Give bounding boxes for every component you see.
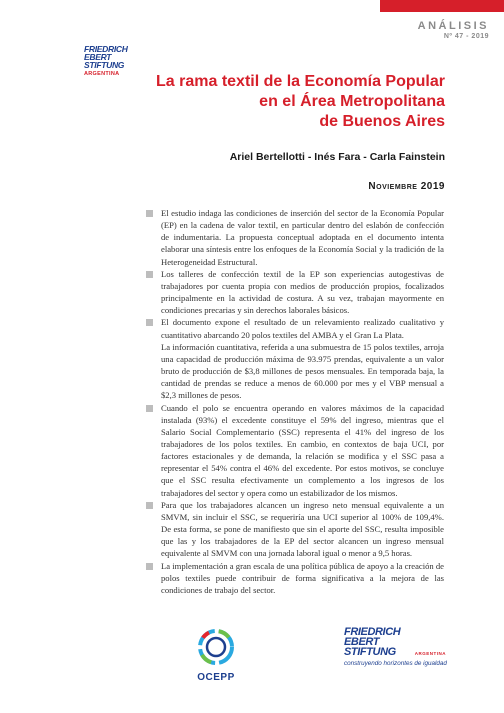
fes-logo-line: STIFTUNG [344,646,396,658]
fes-logo-line: FRIEDRICH [344,626,401,638]
bullet-square-icon [146,405,153,412]
logo-line: EBERT [84,52,112,62]
fes-logo-line: EBERT [344,636,380,648]
logo-line: STIFTUNG [84,60,125,70]
summary-item [146,560,444,596]
summary-item [146,268,444,317]
logo-line: FRIEDRICH [84,44,128,54]
ocepp-logo [188,627,244,683]
summary-paragraph: La implementación a gran escala de una política pública de apoyo a la creación de polos textiles puede contribuir de forma significativa a la mejora de las condiciones de trabajo del sector. [161,560,444,595]
ocepp-ring-icon [196,627,236,667]
summary-item [146,316,444,401]
fes-country: ARGENTINA [414,651,446,656]
summary-item [146,207,444,268]
bullet-square-icon [146,502,153,509]
summary-list [146,207,444,596]
summary-paragraph: La información cuantitativa, referida a una submuestra de 15 polos textiles, arroja una capacidad de producción máxima de 93.975 prendas, equivalente a un valor bruto de producción de $3,8 millones de pesos mensuales. En temporada baja, la cantidad de prendas se reduce a menos de 60.000 por mes y el VBP mensual a $2,3 millones de pesos. [161,341,444,401]
title-line: de Buenos Aires [319,113,445,130]
summary-paragraph: El estudio indaga las condiciones de inserción del sector de la Economía Popular (EP) en la cadena de valor textil, en particular dentro del eslabón de confección de indumentaria. La propuesta conceptual adoptada en el documento intenta elaborar una síntesis entre los enfoques de la Economía Social y la tradición de la Heterogeneidad Estructural. [161,208,444,267]
bullet-square-icon [146,563,153,570]
logo-country: ARGENTINA [84,71,120,77]
fes-logo-top [84,45,130,78]
ocepp-label: OCEPP [197,672,235,683]
summary-item [146,402,444,499]
document-title [150,72,445,132]
bullet-square-icon [146,271,153,278]
top-accent-bar [380,0,504,12]
summary-paragraph: Los talleres de confección textil de la EP son experiencias autogestivas de trabajadores por cuenta propia con medios de producción propios, focalizados principalmente en la actividad de costura. A su vez, trabajan mayormente en condiciones precarias y sin derechos laborales básicos. [161,268,444,316]
bullet-square-icon [146,210,153,217]
summary-paragraph: Para que los trabajadores alcancen un ingreso neto mensual equivalente a un SMVM, sin incluir el SSC, se requeriría una UCI superior al 100% de 109,4%. De esta forma, se pone de manifiesto que sin el aporte del SSC, resulta imposible que las y los trabajadores de la EP del sector alcancen un ingreso mensual equivalente al SMVM con una jornada laboral igual o menor a 9,5 horas. [161,499,444,559]
series-label: ANÁLISIS [417,20,489,32]
bullet-square-icon [146,319,153,326]
authors: Ariel Bertellotti - Inés Fara - Carla Fainstein [229,151,445,163]
fes-tagline: construyendo horizontes de igualdad [344,660,447,667]
title-line: La rama textil de la Economía Popular [156,73,445,90]
publication-header [418,20,489,40]
publication-date: Noviembre 2019 [368,181,445,192]
summary-paragraph: El documento expone el resultado de un relevamiento realizado cualitativo y cuantitativo abarcando 20 polos textiles del AMBA y el Gran La Plata. [161,317,444,340]
summary-paragraph: Cuando el polo se encuentra operando en valores máximos de la capacidad instalada (93%) el excedente constituye el 59% del ingreso, mientras que el Salario Social Complementario (SSC) representa el 41% del ingreso de los trabajadores de los polos textiles. En cambio, en contextos de baja UCI, por factores estacionales y de demanda, la relación se modifica y el SSC pasa a representar el 54% contra el 46% del excedente. Por estos motivos, se concluye que el SSC resulta efectivamente un complemento a los ingresos de los trabajadores del sector y opera como un estabilizador de los mismos. [161,402,444,498]
title-line: en el Área Metropolitana [259,93,445,110]
fes-logo-bottom [344,627,446,667]
issue-number: Nº 47 - 2019 [443,33,489,40]
summary-item [146,499,444,560]
